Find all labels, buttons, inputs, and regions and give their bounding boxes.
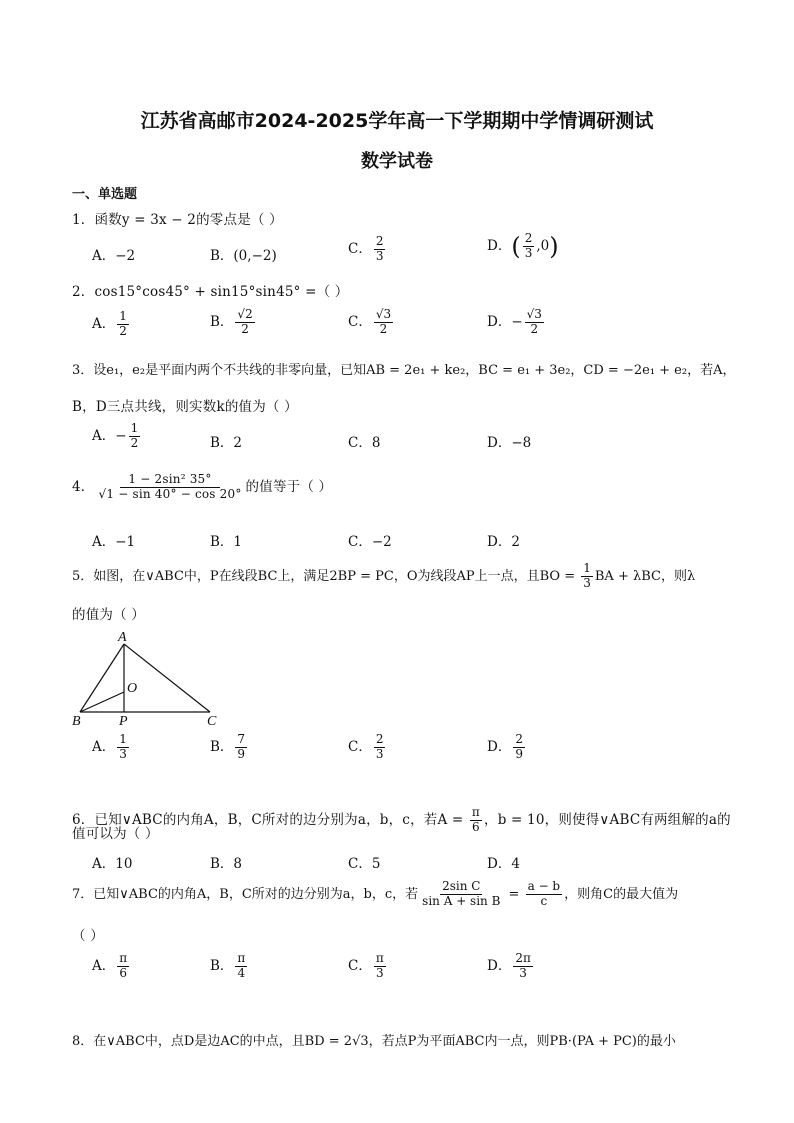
q4-option-a[interactable]: A．−1 xyxy=(92,534,136,550)
q1-option-d[interactable] xyxy=(487,232,559,261)
question-6-line-2: 值可以为（ ） xyxy=(72,826,159,842)
q6-line1-b: ，b = 10，则使得∨ABC有两组解的a的 xyxy=(484,811,731,828)
q5-fraction xyxy=(581,562,593,591)
q7-den-left: sin A + sin B xyxy=(422,893,501,908)
q2-option-c[interactable] xyxy=(348,308,395,337)
page-subtitle: 数学试卷 xyxy=(361,151,433,172)
q5-a-fraction xyxy=(117,733,129,762)
q1-c-label: C． xyxy=(348,240,372,257)
q4-option-d[interactable]: D．2 xyxy=(487,534,520,550)
q5-d-fraction xyxy=(513,733,525,762)
q6-option-c[interactable]: C．5 xyxy=(348,856,381,872)
q2-d-fraction xyxy=(525,308,544,337)
q4-den: √1 − sin 40° − cos 20° xyxy=(98,486,242,501)
q7-eq: = xyxy=(504,886,524,902)
q6-option-b[interactable]: B．8 xyxy=(210,856,243,872)
q5-num: 1 xyxy=(583,561,591,575)
q7-line1-b: ，则角C的最大值为 xyxy=(564,886,679,902)
q1-d-tail: ,0 xyxy=(536,237,550,254)
question-4-text xyxy=(72,473,332,502)
q1-c-fraction xyxy=(374,235,386,264)
q7-b-num: π xyxy=(237,951,246,965)
q6-den: 6 xyxy=(472,819,480,834)
question-7-line-2: （ ） xyxy=(72,928,104,944)
question-5-line-2: 的值为（ ） xyxy=(72,607,145,623)
question-3-line-2: B，D三点共线，则实数k的值为（ ） xyxy=(72,399,298,415)
q5-option-b[interactable] xyxy=(210,733,249,762)
q5-c-fraction xyxy=(374,733,386,762)
q7-c-label: C． xyxy=(348,957,372,974)
q7-c-num: π xyxy=(375,951,384,965)
q5-c-den: 3 xyxy=(375,746,384,761)
q2-b-num: √2 xyxy=(237,307,253,321)
label-p: P xyxy=(119,714,128,728)
q1-c-den: 3 xyxy=(375,248,384,263)
q7-option-a[interactable] xyxy=(92,952,131,981)
q7-a-num: π xyxy=(119,951,128,965)
q5-b-label: B． xyxy=(210,738,234,755)
q6-option-a[interactable]: A．10 xyxy=(92,856,133,872)
q4-prefix: 4． xyxy=(72,478,95,495)
q7-c-den: 3 xyxy=(375,965,384,980)
q1-d-fraction xyxy=(523,232,535,261)
q2-option-d[interactable] xyxy=(487,308,546,337)
q7-d-fraction xyxy=(513,952,533,981)
q5-b-num: 7 xyxy=(237,732,246,746)
q4-fraction xyxy=(97,473,244,502)
q7-b-den: 4 xyxy=(237,965,246,980)
q5-c-num: 2 xyxy=(375,732,384,746)
q4-num: 1 − 2sin² 35° xyxy=(120,473,219,488)
q3-option-c[interactable]: C．8 xyxy=(348,435,381,451)
q7-b-fraction xyxy=(235,952,247,981)
q2-c-fraction xyxy=(374,308,393,337)
q5-a-den: 3 xyxy=(119,746,127,761)
q7-option-d[interactable] xyxy=(487,952,535,981)
q5-b-fraction xyxy=(235,733,247,762)
q2-c-den: 2 xyxy=(379,321,388,336)
q2-b-label: B． xyxy=(210,313,234,330)
q2-d-label: D．− xyxy=(487,313,523,330)
q3-option-a[interactable] xyxy=(92,422,142,451)
q1-d-label: D． xyxy=(487,237,512,254)
q5-c-label: C． xyxy=(348,738,372,755)
question-5-line-1 xyxy=(72,562,695,591)
q5-a-label: A． xyxy=(92,738,116,755)
q2-option-a[interactable] xyxy=(92,310,131,339)
q3-a-den: 2 xyxy=(130,435,139,450)
question-1-text: 1．函数y = 3x − 2的零点是（ ） xyxy=(72,212,283,228)
q2-a-label: A． xyxy=(92,315,116,332)
page-title: 江苏省高邮市2024-2025学年高一下学期期中学情调研测试 xyxy=(140,110,654,132)
q5-den: 3 xyxy=(583,575,591,590)
q7-line1-a: 7．已知∨ABC的内角A，B，C所对的边分别为a，b，c，若 xyxy=(72,886,419,902)
q6-num: π xyxy=(471,805,481,819)
q5-d-den: 9 xyxy=(515,746,523,761)
q2-d-num: √3 xyxy=(526,307,542,321)
section-heading: 一、单选题 xyxy=(72,187,138,202)
q2-b-fraction xyxy=(235,308,254,337)
label-a: A xyxy=(118,630,127,645)
q1-option-b[interactable]: B．(0,−2) xyxy=(210,248,277,264)
q4-option-c[interactable]: C．−2 xyxy=(348,534,392,550)
q4-suffix: 的值等于（ ） xyxy=(245,478,333,495)
q5-option-d[interactable] xyxy=(487,733,527,762)
q7-option-b[interactable] xyxy=(210,952,249,981)
q7-a-fraction xyxy=(117,952,129,981)
q5-d-num: 2 xyxy=(515,732,523,746)
q5-line1-b: BA + λBC，则λ xyxy=(594,568,696,584)
q7-d-num: 2π xyxy=(515,951,531,965)
q3-a-fraction xyxy=(129,422,141,451)
q5-a-num: 1 xyxy=(119,732,127,746)
q7-num-right: a − b xyxy=(527,879,561,893)
segment-ac xyxy=(124,644,210,712)
question-8-line-1: 8．在∨ABC中，点D是边AC的中点，且BD = 2√3，若点P为平面ABC内一点，则PB·(PA + PC)的最小 xyxy=(72,1034,676,1049)
label-b: B xyxy=(72,714,81,728)
q5-option-a[interactable] xyxy=(92,733,131,762)
q7-a-den: 6 xyxy=(119,965,128,980)
label-o: O xyxy=(127,681,138,696)
q2-a-num: 1 xyxy=(119,309,127,323)
q7-option-c[interactable] xyxy=(348,952,388,981)
q3-a-label: A．− xyxy=(92,427,127,444)
q7-c-fraction xyxy=(374,952,386,981)
q1-d-paren-close-icon: ) xyxy=(549,232,559,261)
q3-option-d[interactable]: D．−8 xyxy=(487,435,532,451)
q7-den-right: c xyxy=(540,893,548,908)
q5-line1-a: 5．如图，在∨ABC中，P在线段BC上，满足2BP = PC，O为线段AP上一点，且BO = xyxy=(72,568,580,584)
q2-c-label: C． xyxy=(348,313,372,330)
q7-b-label: B． xyxy=(210,957,234,974)
q2-d-den: 2 xyxy=(530,321,539,336)
q4-option-b[interactable]: B．1 xyxy=(210,534,243,550)
q1-d-den: 3 xyxy=(524,245,533,260)
q1-d-num: 2 xyxy=(524,231,533,245)
q2-option-b[interactable] xyxy=(210,308,257,337)
q5-d-label: D． xyxy=(487,738,512,755)
label-c: C xyxy=(207,714,217,728)
question-6-line-1 xyxy=(72,806,731,835)
q1-d-paren-open-icon: ( xyxy=(511,232,521,261)
q2-c-num: √3 xyxy=(375,307,392,321)
q3-a-num: 1 xyxy=(130,421,139,435)
q5-b-den: 9 xyxy=(237,746,246,761)
q7-num-left: 2sin C xyxy=(442,879,481,893)
q1-option-c[interactable] xyxy=(348,235,387,264)
q2-a-den: 2 xyxy=(119,323,127,338)
q7-fraction-left xyxy=(420,880,502,909)
q7-a-label: A． xyxy=(92,957,116,974)
q1-c-num: 2 xyxy=(375,234,384,248)
q6-fraction xyxy=(470,806,482,835)
question-2-text: 2．cos15°cos45° + sin15°sin45° =（ ） xyxy=(72,284,349,300)
q7-d-den: 3 xyxy=(519,965,527,980)
triangle-figure xyxy=(70,628,230,728)
q7-fraction-right xyxy=(526,880,563,909)
q3-option-b[interactable]: B．2 xyxy=(210,435,243,451)
q2-a-fraction xyxy=(117,310,129,339)
q2-b-den: 2 xyxy=(241,321,249,336)
q6-line1-a: 6．已知∨ABC的内角A，B，C所对的边分别为a，b，c，若A = xyxy=(72,811,468,828)
q5-option-c[interactable] xyxy=(348,733,387,762)
q1-option-a[interactable]: A．−2 xyxy=(92,248,136,264)
q6-option-d[interactable]: D．4 xyxy=(487,856,520,872)
question-7-line-1 xyxy=(72,880,678,909)
q7-d-label: D． xyxy=(487,957,512,974)
question-3-line-1: 3．设e₁，e₂是平面内两个不共线的非零向量，已知AB = 2e₁ + ke₂，BC = e₁ + 3e₂，CD = −2e₁ + e₂，若A， xyxy=(72,363,736,378)
